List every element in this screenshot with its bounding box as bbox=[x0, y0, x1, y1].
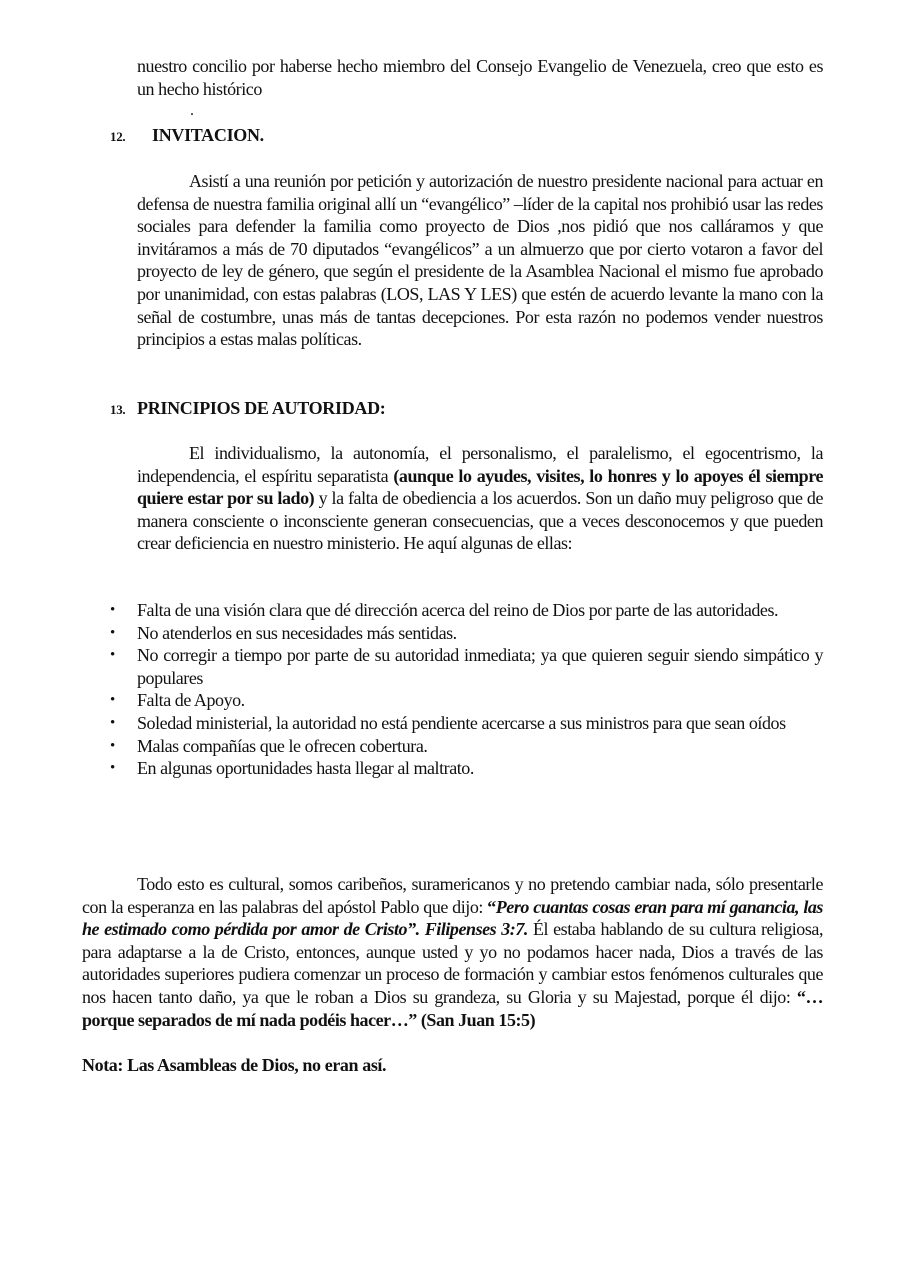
list-item-text: No atenderlos en sus necesidades más sentidas. bbox=[137, 622, 457, 643]
intro-paragraph: nuestro concilio por haberse hecho miembro del Consejo Evangelio de Venezuela, creo que esto es un hecho histórico bbox=[137, 56, 823, 99]
list-item-text: Falta de Apoyo. bbox=[137, 690, 245, 711]
bullet-icon: • bbox=[110, 714, 115, 731]
stray-dot: . bbox=[190, 102, 194, 119]
consequences-list bbox=[110, 599, 823, 780]
bullet-icon: • bbox=[110, 602, 115, 618]
section-13-text-part1: El individualismo, la autonomía, el personalismo, el paralelismo, el egocentrismo, la independencia, el espíritu separatista bbox=[137, 443, 823, 486]
list-item-text: Soledad ministerial, la autoridad no está pendiente acercarse a sus ministros para que sean oídos bbox=[137, 712, 786, 733]
section-13-title: PRINCIPIOS DE AUTORIDAD: bbox=[137, 398, 386, 418]
quote-open-mark: “ bbox=[487, 896, 496, 917]
list-item bbox=[110, 689, 823, 712]
philippians-quote: Pero cuantas cosas eran para mí ganancia, las he estimado como pérdida por amor de Cristo”. Filipenses 3:7. bbox=[82, 896, 823, 940]
bullet-icon: • bbox=[110, 624, 115, 641]
section-13-bold-aside: (aunque lo ayudes, visites, lo honres y lo apoyes él siempre quiere estar por su lado) bbox=[137, 465, 824, 509]
list-item bbox=[110, 622, 823, 645]
list-item bbox=[110, 599, 823, 622]
section-12-heading bbox=[110, 124, 264, 148]
john-quote: “…porque separados de mí nada podéis hacer…” (San Juan 15:5) bbox=[82, 986, 823, 1030]
list-item bbox=[110, 644, 823, 689]
section-12-title: INVITACION. bbox=[152, 125, 264, 145]
bullet-icon: • bbox=[110, 647, 115, 664]
list-item-text: En algunas oportunidades hasta llegar al maltrato. bbox=[137, 758, 474, 779]
closing-text-1: Todo esto es cultural, somos caribeños, suramericanos y no pretendo cambiar nada, sólo presentarle con la esperanza en las palabras del apóstol Pablo que dijo: bbox=[82, 874, 823, 917]
section-12-paragraph: Asistí a una reunión por petición y autorización de nuestro presidente nacional para actuar en defensa de nuestra familia original allí un “evangélico” –líder de la capital nos prohibió usar las redes sociales para defender la familia como proyecto de Dios ,nos pidió que nos calláramos y que invitáramos a más de 70 diputados “evangélicos” a un almuerzo que por cierto votaron a favor del proyecto de ley de género, que según el presidente de la Asamblea Nacional el mismo fue aprobado por unanimidad, con estas palabras (LOS, LAS Y LES) que estén de acuerdo levante la mano con la señal de costumbre, unas más de tantas decepciones. Por esta razón no podemos vender nuestros principios a estas malas políticas. bbox=[137, 171, 823, 350]
section-13-number: 13. bbox=[110, 402, 126, 417]
list-item bbox=[110, 712, 823, 735]
list-item bbox=[110, 735, 823, 758]
list-item bbox=[110, 757, 823, 780]
list-item-text: Malas compañías que le ofrecen cobertura. bbox=[137, 735, 428, 756]
list-item-text: Falta de una visión clara que dé dirección acerca del reino de Dios por parte de las autoridades. bbox=[137, 600, 779, 620]
section-13-text-part2: y la falta de obediencia a los acuerdos. Son un daño muy peligroso que de manera consciente o inconsciente generan consecuencias, que a veces desconocemos y que pueden crear deficiencia en nuestro ministerio. He aquí algunas de ellas: bbox=[137, 488, 823, 554]
list-item-text: No corregir a tiempo por parte de su autoridad inmediata; ya que quieren seguir siendo simpático y populares bbox=[137, 645, 823, 688]
section-13-paragraph bbox=[137, 442, 823, 555]
bullet-icon: • bbox=[110, 760, 115, 777]
bullet-icon: • bbox=[110, 737, 115, 754]
section-13-heading bbox=[110, 397, 386, 421]
closing-paragraph bbox=[82, 873, 823, 1031]
bullet-icon: • bbox=[110, 692, 115, 709]
section-12-number: 12. bbox=[110, 129, 126, 144]
closing-note: Nota: Las Asambleas de Dios, no eran así. bbox=[82, 1055, 387, 1075]
closing-text-2: Él estaba hablando de su cultura religiosa, para adaptarse a la de Cristo, entonces, aunque usted y yo no podamos hacer nada, Dios a través de las autoridades superiores pudiera comenzar un proceso de formación y cambiar estos fenómenos culturales que nos hacen tanto daño, ya que le roban a Dios su grandeza, su Gloria y su Majestad, porque él dijo: bbox=[82, 919, 823, 1007]
